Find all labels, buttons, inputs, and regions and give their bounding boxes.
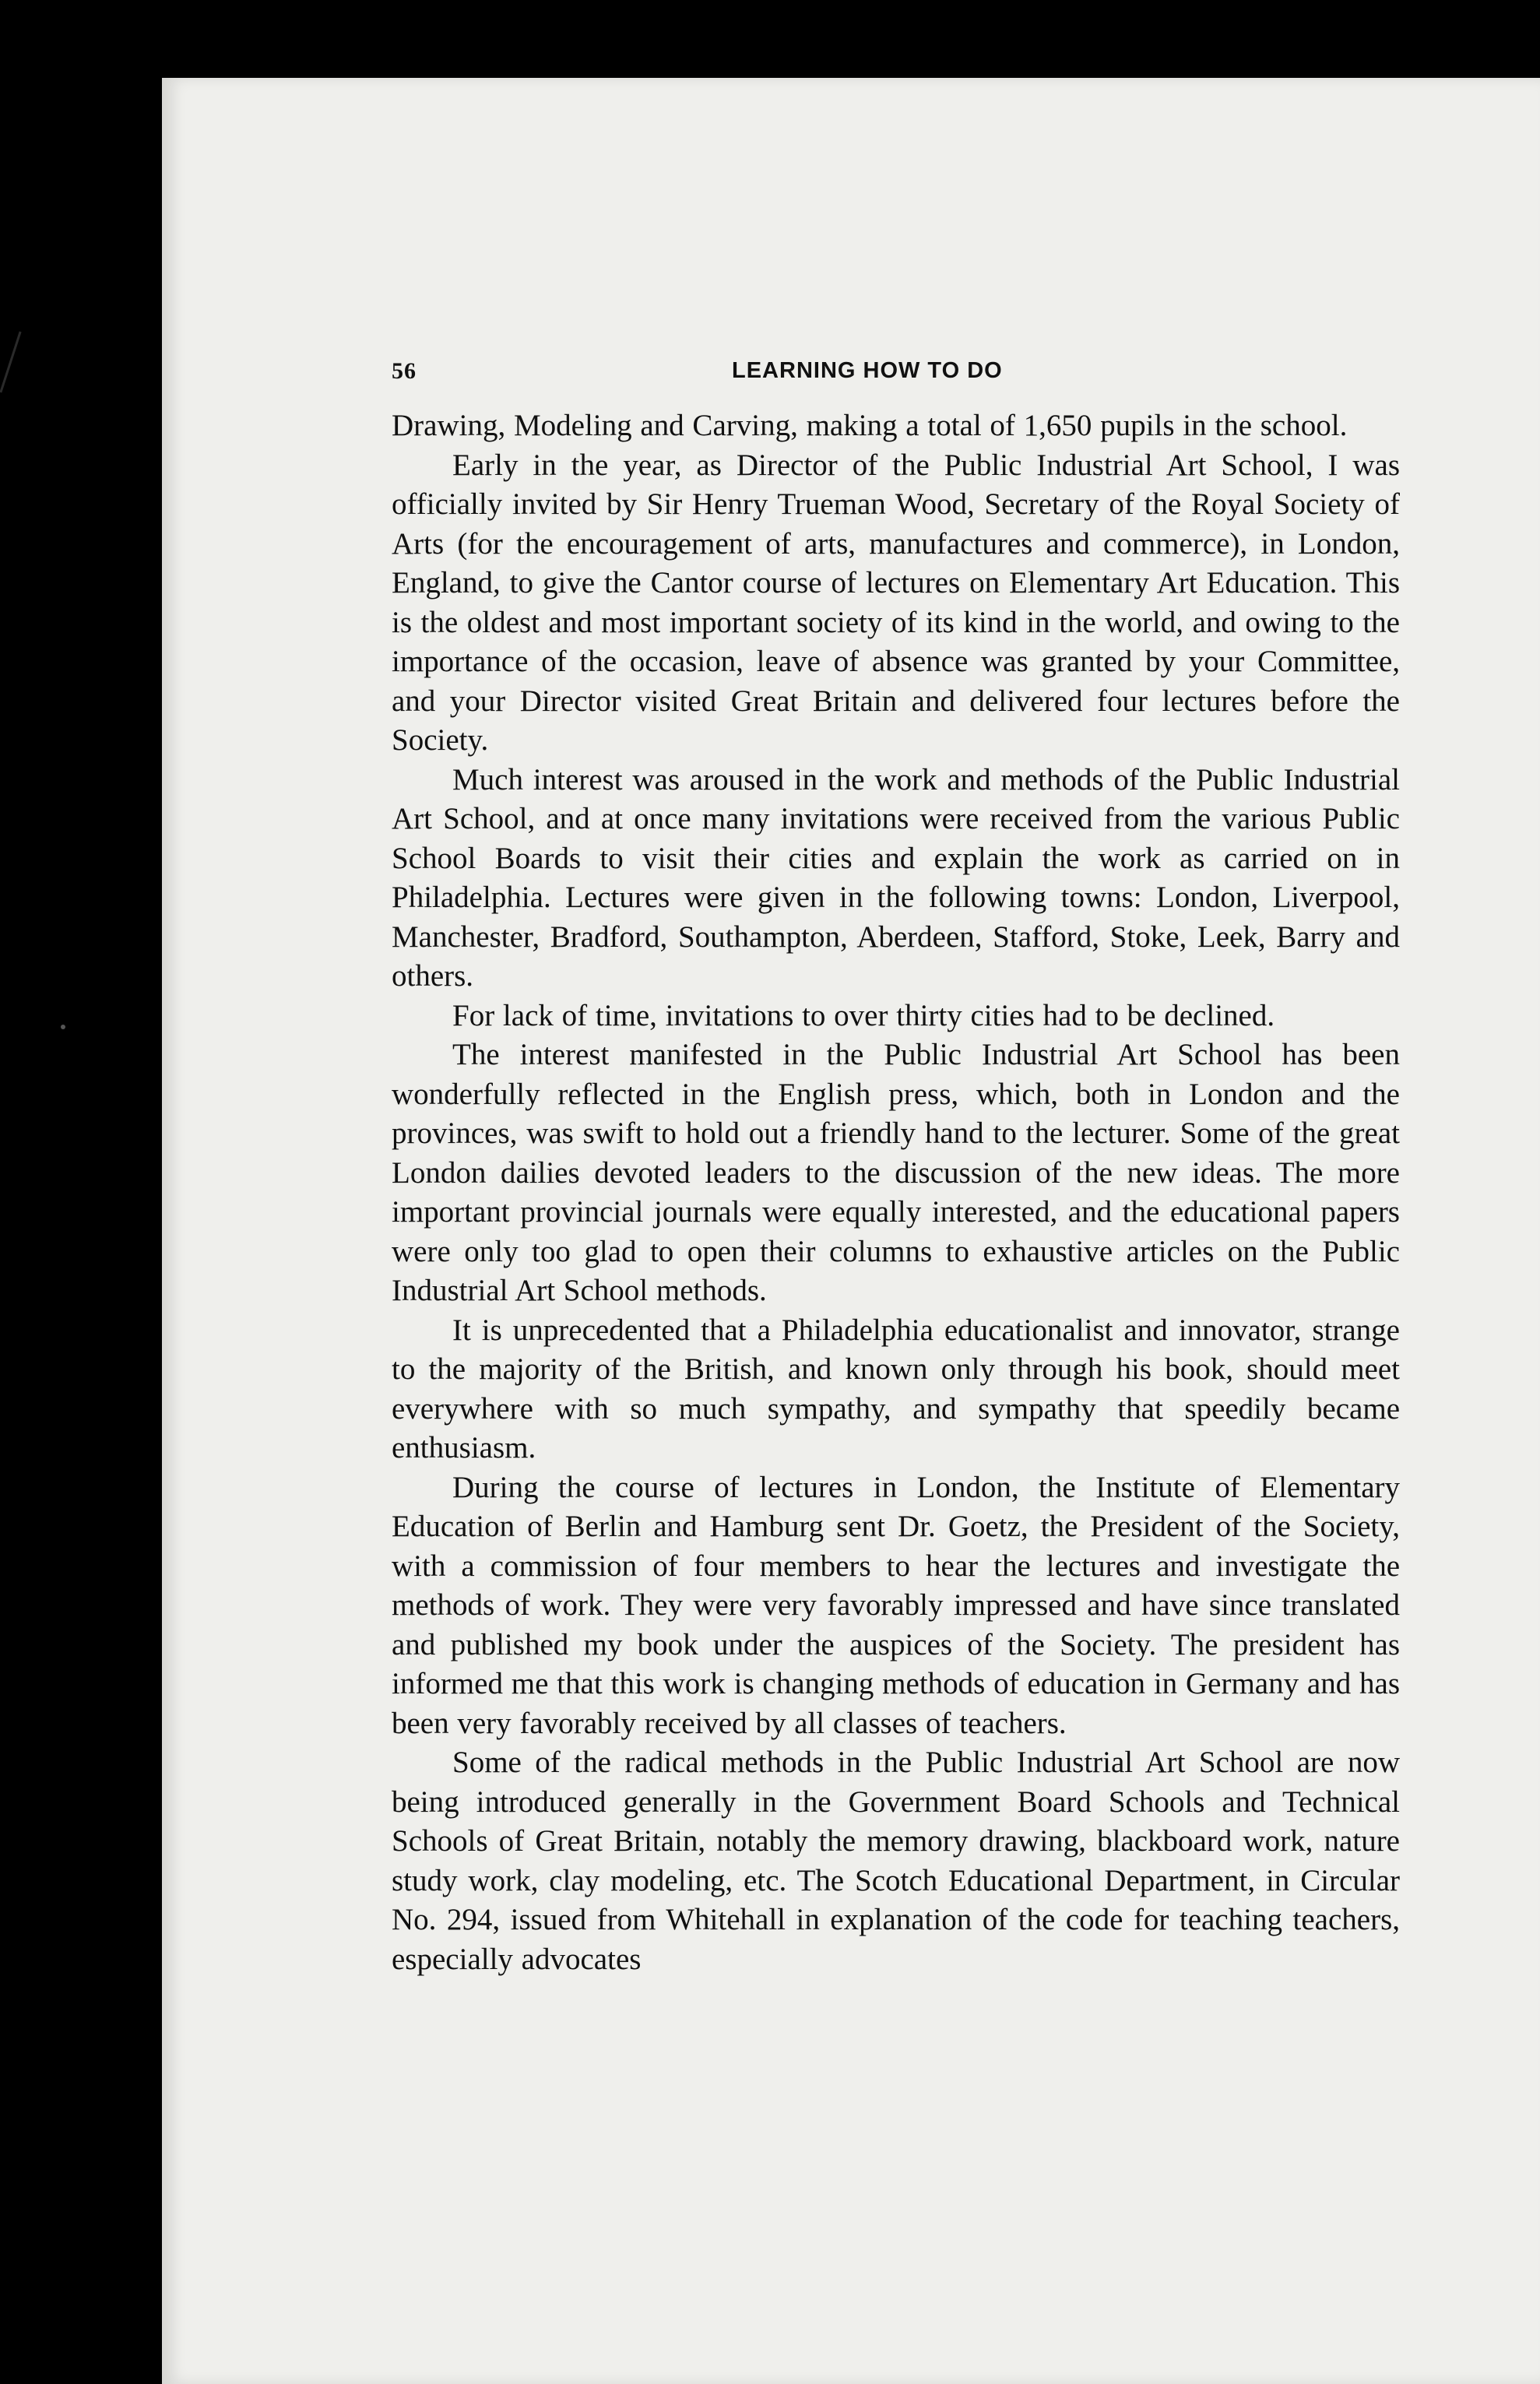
paragraph: Much interest was aroused in the work and methods of the Public Industrial Art School, and at once many invitations were received from the various Public School Boards to visit their cities and explain the work as carried on in Philadelphia. Lectures were given in the following towns: London, Liverpool, Manchester, Bradford, Southampton, Aberdeen, Stafford, Stoke, Leek, Barry and others. bbox=[392, 762, 1400, 993]
running-head bbox=[392, 358, 1400, 406]
scan-mark-dot bbox=[61, 1025, 65, 1029]
paragraph: Drawing, Modeling and Carving, making a total of 1,650 pupils in the school. bbox=[392, 409, 1348, 442]
paragraph: For lack of time, invitations to over thirty cities had to be declined. bbox=[452, 998, 1275, 1032]
paragraph: It is unprecedented that a Philadelphia educationalist and innovator, strange to the majority of the British, and known only through his book, should meet everywhere with so much sympathy, and sympathy that speedily became enthusiasm. bbox=[392, 1313, 1400, 1465]
running-title: LEARNING HOW TO DO bbox=[732, 358, 1003, 383]
paragraph: During the course of lectures in London, the Institute of Elementary Education of Berlin and Hamburg sent Dr. Goetz, the President of the Society, with a commission of four members to hear the lectures and investigate the methods of work. They were very favorably impressed and have since translated and published my book under the auspices of the Society. The president has informed me that this work is changing methods of education in Germany and has been very favorably received by all classes of teachers. bbox=[392, 1470, 1400, 1740]
scan-mark-slash bbox=[0, 332, 22, 393]
page-text bbox=[392, 358, 1400, 1979]
paragraph: Some of the radical methods in the Public Industrial Art School are now being introduced generally in the Government Board Schools and Technical Schools of Great Britain, notably the memory drawing, blackboard work, nature study work, clay modeling, etc. The Scotch Educational Department, in Circular No. 294, issued from Whitehall in explanation of the code for teaching teachers, especially advocates bbox=[392, 1746, 1400, 1976]
page-number: 56 bbox=[392, 358, 417, 384]
paragraph: Early in the year, as Director of the Public Industrial Art School, I was officially invited by Sir Henry Trueman Wood, Secretary of the Royal Society of Arts (for the encouragement of arts, manufactures and commerce), in London, England, to give the Cantor course of lectures on Elementary Art Education. This is the oldest and most important society of its kind in the world, and owing to the importance of the occasion, leave of absence was granted by your Committee, and your Director visited Great Britain and delivered four lectures before the Society. bbox=[392, 448, 1400, 757]
paragraph: The interest manifested in the Public Industrial Art School has been wonderfully reflected in the English press, which, both in London and the provinces, was swift to hold out a friendly hand to the lecturer. Some of the great London dailies devoted leaders to the discussion of the new ideas. The more important provincial journals were equally interested, and the educational papers were only too glad to open their columns to exhaustive articles on the Public Industrial Art School methods. bbox=[392, 1038, 1400, 1307]
